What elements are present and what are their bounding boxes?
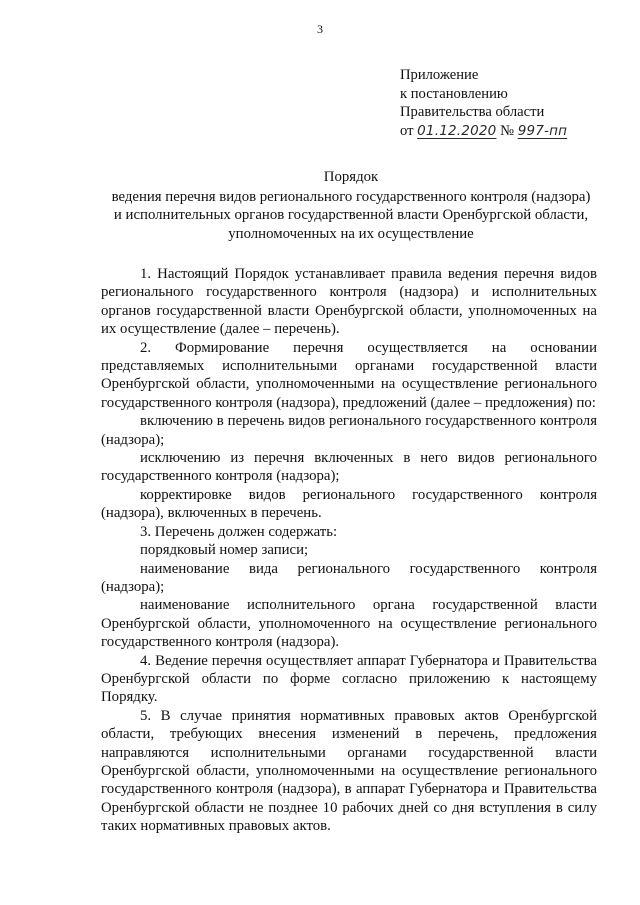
paragraph-4: 4. Ведение перечня осуществляет аппарат Губернатора и Правительства Оренбургской области по форме согласно приложению к настоящему Порядку. bbox=[101, 652, 597, 706]
list-item-inclusion: включению в перечень видов регионального государственного контроля (надзора); bbox=[101, 413, 597, 448]
title-heading: Порядок bbox=[323, 169, 379, 185]
page-number: 3 bbox=[317, 22, 323, 36]
paragraph-2: 2. Формирование перечня осуществляется на основании представляемых исполнительными органами государственной власти Оренбургской области, уполномоченными на осуществление регионального государственного контроля (надзора), предложений (далее – предложения) по: bbox=[101, 339, 597, 411]
approval-number-sign: № bbox=[500, 122, 515, 139]
list-item-record-number: порядковый номер записи; bbox=[140, 542, 309, 559]
title-line-2: и исполнительных органов государственной власти Оренбургской области, bbox=[113, 207, 589, 224]
list-item-control-name: наименование вида регионального государственного контроля (надзора); bbox=[101, 560, 597, 595]
paragraph-3: 3. Перечень должен содержать: bbox=[140, 523, 338, 540]
document-body bbox=[101, 265, 597, 836]
list-item-authority-name: наименование исполнительного органа государственной власти Оренбургской области, уполномоченного на осуществление регионального государственного контроля (надзора). bbox=[101, 597, 597, 651]
approval-block bbox=[400, 66, 632, 140]
paragraph-5: 5. В случае принятия нормативных правовых актов Оренбургской области, требующих внесения изменений в перечень, предложения направляются исполнительными органами государственной власти Оренбургской области, уполномоченными на осуществление регионального государственного контроля (надзора), в аппарат Губернатора и Правительства Оренбургской области не позднее 10 рабочих дней со дня вступления в силу таких нормативных правовых актов. bbox=[101, 707, 597, 835]
list-item-exclusion: исключению из перечня включенных в него видов регионального государственного контроля (надзора); bbox=[101, 450, 597, 485]
approval-prefix: от bbox=[400, 122, 414, 139]
paragraph-1: 1. Настоящий Порядок устанавливает правила ведения перечня видов регионального государственного контроля (надзора) и исполнительных органов государственной власти Оренбургской области, уполномоченных на их осуществление (далее – перечень). bbox=[101, 266, 597, 338]
approval-number: 997-пп bbox=[517, 122, 568, 139]
approval-date: 01.12.2020 bbox=[417, 122, 497, 139]
approval-line-resolution: к постановлению bbox=[400, 85, 508, 102]
document-title bbox=[95, 168, 607, 243]
approval-date-number-line bbox=[400, 122, 632, 141]
approval-line-appendix: Приложение bbox=[400, 67, 479, 83]
list-item-correction: корректировке видов регионального государственного контроля (надзора), включенных в перечень. bbox=[101, 486, 597, 522]
approval-line-government: Правительства области bbox=[400, 104, 545, 121]
title-line-3: уполномоченных на их осуществление bbox=[228, 225, 474, 242]
title-line-1: ведения перечня видов регионального государственного контроля (надзора) bbox=[111, 188, 591, 205]
